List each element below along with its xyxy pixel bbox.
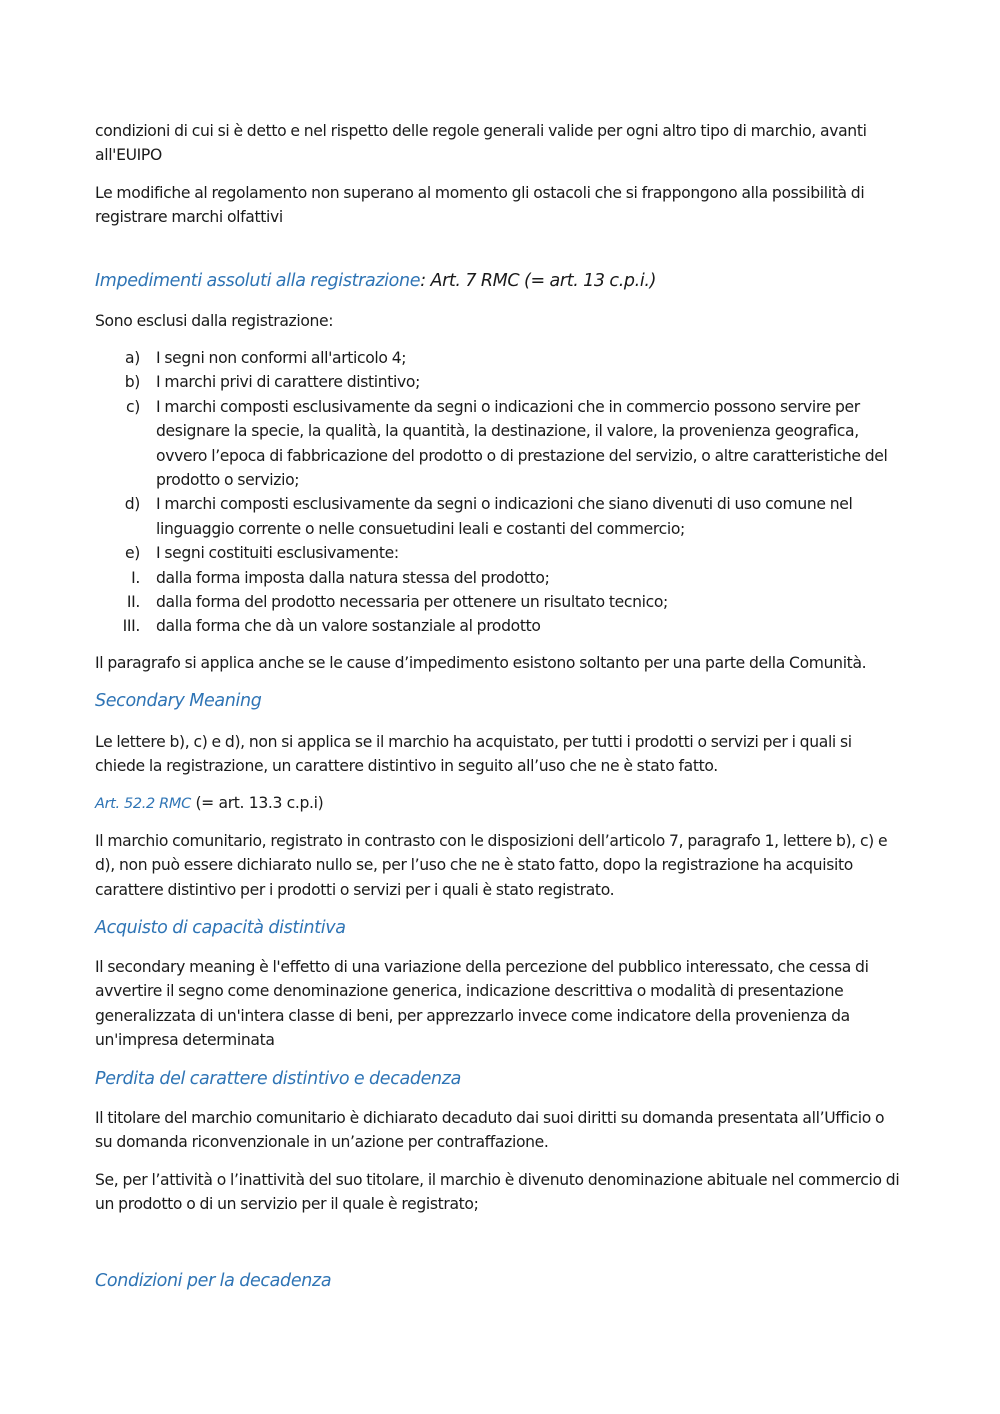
list-marker: b)	[124, 373, 140, 392]
list-item-text: dalla forma imposta dalla natura stessa del prodotto;	[156, 568, 550, 587]
list-item-text: I marchi privi di carattere distintivo;	[156, 373, 421, 392]
heading-condizioni: Condizioni per la decadenza	[95, 1271, 332, 1291]
heading-impedimenti-suffix: : Art. 7 RMC (= art. 13 c.p.i.)	[420, 271, 657, 291]
paragraph-marchio-comunitario: Il marchio comunitario, registrato in contrasto con le disposizioni dell’articolo 7, paragrafo 1, lettere b), c) e d), non può essere dichiarato nullo se, per l’uso che ne è stato fatto, dopo la registrazione ha acquisito carattere distintivo per i prodotti o servizi per i quali è stato registrato.	[95, 832, 888, 899]
paragraph-lettere: Le lettere b), c) e d), non si applica se il marchio ha acquistato, per tutti i prodotti o servizi per i quali si chiede la registrazione, un carattere distintivo in seguito all’uso che ne è stato fatto.	[95, 733, 852, 776]
list-item	[95, 346, 905, 370]
paragraph-attivita: Se, per l’attività o l’inattività del suo titolare, il marchio è divenuto denominazione abituale nel commercio di un prodotto o di un servizio per il quale è registrato;	[95, 1171, 900, 1214]
list-marker: a)	[125, 349, 140, 367]
list-item-text: dalla forma che dà un valore sostanziale al prodotto	[156, 617, 541, 636]
list-item	[95, 395, 905, 493]
heading-secondary-meaning: Secondary Meaning	[95, 691, 262, 711]
list-marker: I.	[131, 568, 140, 587]
list-marker: d)	[124, 495, 140, 514]
list-item-text: I marchi composti esclusivamente da segni o indicazioni che in commercio possono servire per designare la specie, la qualità, la quantità, la destinazione, il valore, la provenienza geografica, ovvero l’epoca di fabbricazione del prodotto o di prestazione del servizio, o altre caratteristiche del prodotto o servizio;	[156, 397, 888, 490]
list-item-text: I marchi composti esclusivamente da segni o indicazioni che siano divenuti di uso comune nel linguaggio corrente o nelle consuetudini leali e costanti del commercio;	[156, 495, 853, 538]
paragraph-secondary-meaning: Il secondary meaning è l'effetto di una variazione della percezione del pubblico interessato, che cessa di avvertire il segno come denominazione generica, indicazione descrittiva o modalità di presentazione generalizzata di un'intera classe di beni, per apprezzarlo invece come indicatore della provenienza da un'impresa determinata	[95, 958, 869, 1050]
list-item	[95, 590, 905, 614]
list-item	[95, 566, 905, 590]
paragraph-esclusi: Sono esclusi dalla registrazione:	[95, 312, 334, 330]
paragraph-paragrafo: Il paragrafo si applica anche se le cause d’impedimento esistono soltanto per una parte della Comunità.	[95, 654, 867, 672]
list-item	[95, 370, 905, 394]
heading-acquisto: Acquisto di capacità distintiva	[95, 918, 346, 938]
paragraph-modifiche: Le modifiche al regolamento non superano al momento gli ostacoli che si frappongono alla possibilità di registrare marchi olfattivi	[95, 184, 865, 227]
list-item-text: I segni costituiti esclusivamente:	[156, 544, 399, 563]
list-item	[95, 492, 905, 541]
list-item-text: dalla forma del prodotto necessaria per ottenere un risultato tecnico;	[156, 593, 668, 612]
paragraph-intro: condizioni di cui si è detto e nel rispetto delle regole generali valide per ogni altro tipo di marchio, avanti all'EUIPO	[95, 122, 867, 165]
heading-perdita: Perdita del carattere distintivo e decadenza	[95, 1069, 461, 1089]
paragraph-titolare: Il titolare del marchio comunitario è dichiarato decaduto dai suoi diritti su domanda presentata all’Ufficio o su domanda riconvenzionale in un’azione per contraffazione.	[95, 1109, 885, 1152]
list-marker: III.	[122, 617, 140, 636]
list-item	[95, 541, 905, 565]
list-marker: II.	[126, 593, 140, 612]
list-item-text: I segni non conformi all'articolo 4;	[156, 349, 407, 367]
impediments-list	[95, 346, 905, 639]
list-marker: e)	[125, 544, 140, 563]
list-item	[95, 614, 905, 638]
heading-impedimenti-title: Impedimenti assoluti alla registrazione	[95, 271, 421, 291]
heading-art-52-suffix: (= art. 13.3 c.p.i)	[190, 794, 324, 812]
heading-art-52	[95, 791, 323, 816]
heading-art-52-title: Art. 52.2 RMC	[95, 796, 191, 812]
heading-impedimenti	[95, 269, 656, 293]
list-marker: c)	[126, 397, 140, 416]
